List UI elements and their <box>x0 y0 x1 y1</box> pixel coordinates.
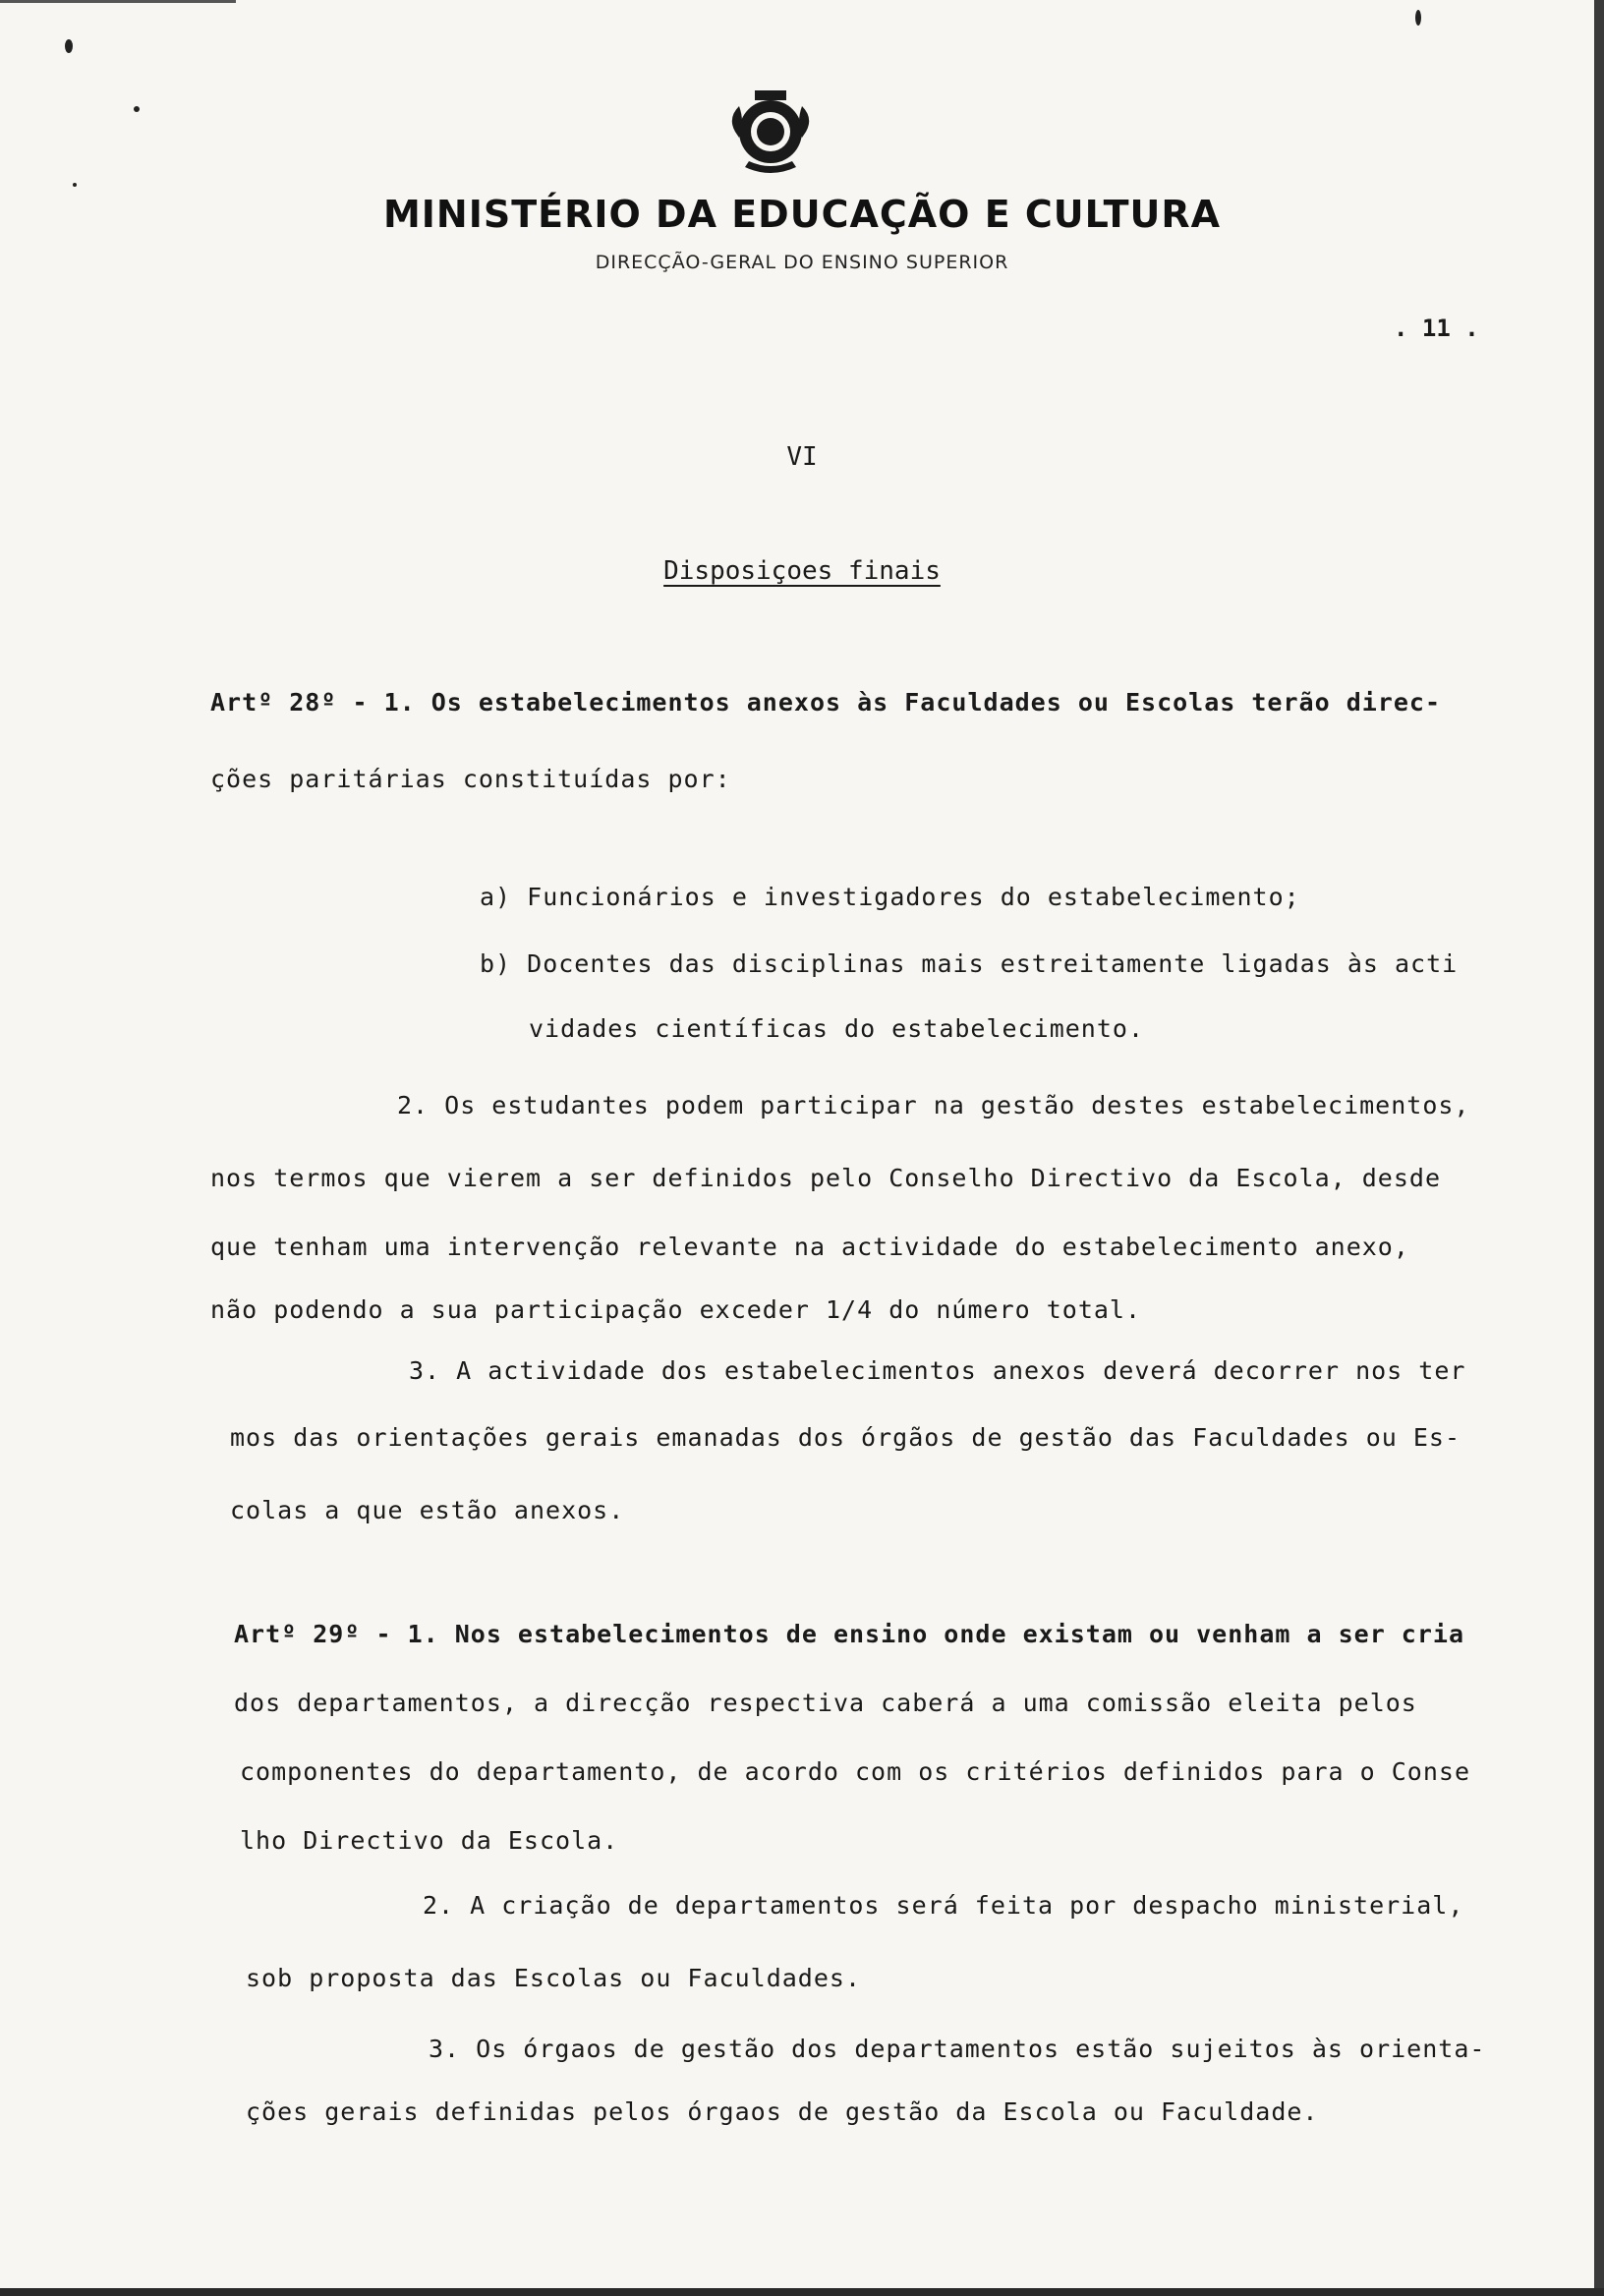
scan-edge-bottom <box>0 2288 1604 2296</box>
scan-speck <box>134 106 140 112</box>
art28-item-a: a) Funcionários e investigadores do estabelecimento; <box>480 883 1300 911</box>
art28-line: colas a que estão anexos. <box>230 1496 625 1524</box>
chapter-number: VI <box>786 442 818 472</box>
scan-edge-right <box>1594 0 1604 2296</box>
art29-line: Artº 29º - 1. Nos estabelecimentos de ensino onde existam ou venham a ser cria <box>234 1620 1464 1648</box>
art28-line: 3. A actividade dos estabelecimentos anexos deverá decorrer nos ter <box>409 1356 1466 1385</box>
art28-line: mos das orientações gerais emanadas dos órgãos de gestão das Faculdades ou Es- <box>230 1423 1461 1452</box>
scan-speck <box>1415 10 1421 26</box>
scan-speck <box>65 39 73 53</box>
art28-line: ções paritárias constituídas por: <box>210 765 731 793</box>
coat-of-arms-emblem <box>725 88 816 175</box>
art28-line: 2. Os estudantes podem participar na gestão destes estabelecimentos, <box>397 1091 1470 1119</box>
art28-line: Artº 28º - 1. Os estabelecimentos anexos às Faculdades ou Escolas terão direc- <box>210 688 1441 717</box>
art29-line: dos departamentos, a direcção respectiva caberá a uma comissão eleita pelos <box>234 1689 1417 1717</box>
art28-line: nos termos que vierem a ser definidos pelo Conselho Directivo da Escola, desde <box>210 1164 1441 1192</box>
art29-line: 2. A criação de departamentos será feita por despacho ministerial, <box>423 1891 1464 1920</box>
ministry-title: MINISTÉRIO DA EDUCAÇÃO E CULTURA <box>382 193 1222 236</box>
art28-line: não podendo a sua participação exceder 1/4 do número total. <box>210 1295 1142 1324</box>
directorate-subtitle: DIRECÇÃO-GERAL DO ENSINO SUPERIOR <box>595 252 1009 273</box>
art29-line: componentes do departamento, de acordo com os critérios definidos para o Conse <box>240 1757 1470 1786</box>
art29-line: sob proposta das Escolas ou Faculdades. <box>246 1964 861 1992</box>
art28-item-b: b) Docentes das disciplinas mais estreitamente ligadas às acti <box>480 949 1459 978</box>
section-heading: Disposiçoes finais <box>663 556 941 586</box>
art29-line: lho Directivo da Escola. <box>240 1826 619 1855</box>
scan-edge-top <box>0 0 236 3</box>
page-number: . 11 . <box>1394 315 1479 342</box>
scan-speck <box>73 183 77 187</box>
art29-line: ções gerais definidas pelos órgaos de gestão da Escola ou Faculdade. <box>246 2097 1319 2126</box>
art28-item-b: vidades científicas do estabelecimento. <box>529 1014 1144 1043</box>
art29-line: 3. Os órgaos de gestão dos departamentos estão sujeitos às orienta- <box>429 2035 1486 2063</box>
art28-line: que tenham uma intervenção relevante na actividade do estabelecimento anexo, <box>210 1233 1409 1261</box>
